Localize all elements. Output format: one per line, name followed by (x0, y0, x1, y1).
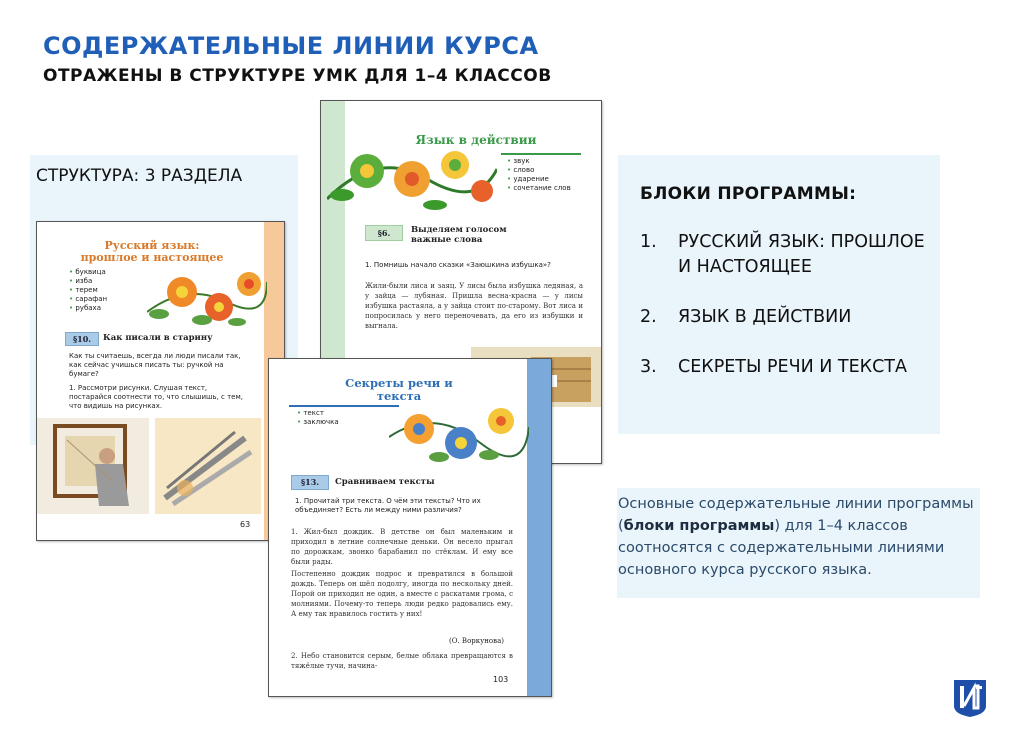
book3-paragraph-title: Сравниваем тексты (335, 477, 435, 487)
floral-ornament-green (327, 139, 497, 213)
book3-paragraph-number: §13. (291, 475, 329, 490)
book1-word: • терем (69, 286, 107, 295)
book3-section-title: Секреты речи и текста (345, 376, 453, 403)
program-block-number: 3. (640, 357, 657, 377)
book1-paragraph-title: Как писали в старину (103, 333, 213, 343)
program-block-number: 2. (640, 307, 657, 327)
book3-word: • текст (297, 409, 339, 418)
book1-task: 1. Рассмотри рисунки. Слушая текст, постарайся соотнести то, что слышишь, с тем, что видишь на рисунках. (69, 384, 243, 410)
illustration-birch-bark-writer (37, 418, 149, 514)
book1-page-number: 63 (240, 520, 251, 529)
book2-word: • ударение (507, 175, 571, 184)
program-block-item (640, 230, 930, 280)
book2-section-title: Язык в действии (415, 133, 537, 147)
floral-ornament-blue (389, 397, 529, 467)
book1-question: Как ты считаешь, всегда ли люди писали так, как сейчас учишься писать ты: ручкой на бумаге? (69, 352, 241, 378)
book3-text-2: Постепенно дождик подрос и превратился в большой дождь. Теперь он шёл подолгу, иногда по нескольку дней. Порой он приходил не один, а вместе с раскатами грома, с молниями. Почему-то теперь люди редко радовались ему. А ему так нравилось гостить у них! (291, 570, 513, 618)
textbook-page-past-and-present (36, 221, 285, 541)
book3-page-number: 103 (493, 675, 509, 684)
institution-logo-icon (952, 676, 988, 718)
book2-word: • звук (507, 157, 571, 166)
program-blocks-heading: БЛОКИ ПРОГРАММЫ: (640, 184, 857, 204)
book1-word: • сарафан (69, 295, 107, 304)
program-blocks-list (640, 230, 930, 405)
page-subtitle: ОТРАЖЕНЫ В СТРУКТУРЕ УМК ДЛЯ 1–4 КЛАССОВ (43, 66, 552, 86)
textbook-page-secrets-of-speech (268, 358, 552, 697)
program-block-item (640, 305, 930, 330)
book1-word: • изба (69, 277, 107, 286)
book1-paragraph-number: §10. (65, 332, 99, 346)
book2-task: 1. Помнишь начало сказки «Заюшкина избушка»? (365, 261, 551, 269)
book3-task: 1. Прочитай три текста. О чём эти тексты? Что их объединяет? Есть ли между ними различия? (295, 497, 481, 514)
book2-paragraph-title: Выделяем голосом важные слова (411, 225, 507, 245)
illustration-quill-pens (155, 418, 261, 514)
page-title: СОДЕРЖАТЕЛЬНЫЕ ЛИНИИ КУРСА (43, 32, 539, 60)
program-block-text: ЯЗЫК В ДЕЙСТВИИ (678, 307, 852, 327)
book2-word-list (507, 157, 571, 193)
book3-divider (289, 405, 399, 407)
note-text-after: ) для 1–4 классов соотносятся с содержательными линиями основного курса русского языка. (618, 518, 945, 578)
book2-word: • слово (507, 166, 571, 175)
floral-ornament-orange (147, 262, 267, 330)
book1-word: • буквица (69, 268, 107, 277)
book2-word: • сочетание слов (507, 184, 571, 193)
note-text-bold: блоки программы (623, 518, 775, 534)
program-block-text: РУССКИЙ ЯЗЫК: ПРОШЛОЕ И НАСТОЯЩЕЕ (678, 232, 925, 277)
book3-word-list (297, 409, 339, 427)
book1-word: • рубаха (69, 304, 107, 313)
book3-author: (О. Воркунова) (449, 637, 504, 645)
book1-word-list (69, 268, 107, 313)
book1-section-title: Русский язык: прошлое и настоящее (80, 239, 224, 264)
book2-paragraph-number: §6. (365, 225, 403, 241)
book2-divider (501, 153, 581, 155)
program-note (618, 493, 1000, 581)
note-text-before: Основные содержательные линии программы ( (618, 496, 974, 534)
page-edge-strip (527, 359, 551, 696)
program-block-number: 1. (640, 232, 657, 252)
book3-text-3: 2. Небо становится серым, белые облака превращаются в тяжёлые тучи, начина- (291, 652, 513, 670)
book2-text: Жили-были лиса и заяц. У лисы была избушка ледяная, а у зайца — лубяная. Пришла весна-красна — у лисы избушка растаяла, а у зайца стоит по-старому. Вот лиса и попросилась у него переночевать, да его из избушки и выгнала. (365, 282, 583, 330)
program-block-text: СЕКРЕТЫ РЕЧИ И ТЕКСТА (678, 357, 907, 377)
book3-word: • заключка (297, 418, 339, 427)
book3-text-1: 1. Жил-был дождик. В детстве он был маленьким и приходил в летние солнечные деньки. Он весело прыгал по дорожкам, звонко барабанил по стёклам. И ему все были рады. (291, 528, 513, 566)
structure-label: СТРУКТУРА: 3 РАЗДЕЛА (36, 166, 243, 186)
program-block-item (640, 355, 930, 380)
